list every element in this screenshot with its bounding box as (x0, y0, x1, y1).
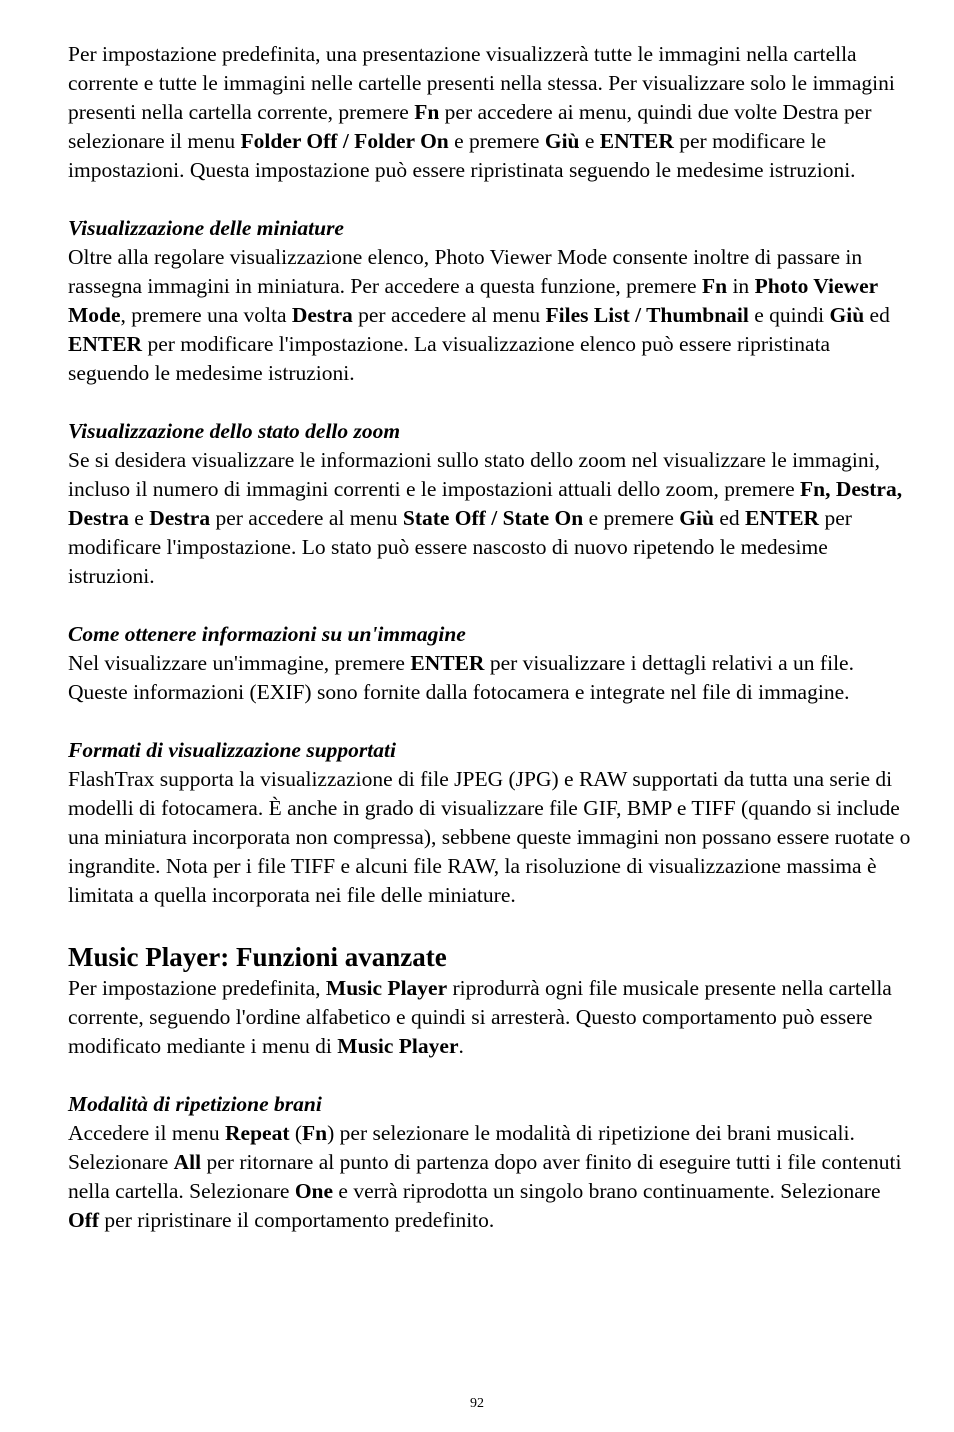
text-run: per ripristinare il comportamento predefinito. (99, 1208, 495, 1232)
bold-term: Giù (829, 303, 865, 327)
bold-term: Fn (701, 274, 728, 298)
bold-term: Fn (302, 1121, 328, 1145)
bold-term: ENTER (410, 651, 485, 675)
text-run: FlashTrax supporta la visualizzazione di file JPEG (JPG) e RAW supportati da tutta una serie di modelli di fotocamera. È anche in grado di visualizzare file GIF, BMP e TIFF (quando si include una miniatura incorporata non compressa), sebbene queste immagini non possano essere ruotate o ingrandite. Nota per i file TIFF e alcuni file RAW, la risoluzione di visualizzazione massima è limitata a quella incorporata nei file delle miniature. (68, 767, 911, 907)
bold-term: ENTER (599, 129, 674, 153)
bold-term: State Off / State On (402, 506, 584, 530)
bold-term: Music Player (325, 976, 448, 1000)
bold-term: All (173, 1150, 202, 1174)
bold-term: One (294, 1179, 334, 1203)
text-run: per modificare le impostazioni. Questa impostazione può essere ripristinata seguendo le medesime istruzioni. (68, 129, 856, 182)
text-run: e quindi (748, 303, 830, 327)
text-run: . (458, 1034, 464, 1058)
text-run: per accedere al menu (352, 303, 546, 327)
text-run: e verrà riprodotta un singolo brano continuamente. Selezionare (333, 1179, 881, 1203)
bold-term: Giù (544, 129, 580, 153)
subheading-zoom-state: Visualizzazione dello stato dello zoom (68, 419, 401, 443)
page-number: 92 (470, 1396, 484, 1411)
text-run: riprodurrà ogni file musicale presente nella cartella corrente, seguendo l'ordine alfabetico e quindi si arresterà. Questo comportamento può essere modificato mediante i menu di (68, 976, 892, 1058)
text-run: per accedere ai menu, quindi due volte Destra per selezionare il menu (68, 100, 872, 153)
repeat-mode-paragraph (68, 1119, 914, 1235)
bold-term: ENTER (745, 506, 820, 530)
text-run: Accedere il menu (68, 1121, 225, 1145)
bold-term: Giù (679, 506, 714, 530)
subheading-image-info: Come ottenere informazioni su un'immagine (68, 622, 466, 646)
text-run: per modificare l'impostazione. Lo stato può essere nascosto di nuovo ripetendo le medesime istruzioni. (68, 506, 852, 588)
text-run: ed (864, 303, 890, 327)
music-player-paragraph (68, 974, 914, 1061)
text-run: ed (713, 506, 745, 530)
image-info-paragraph (68, 649, 914, 707)
text-run: e (128, 506, 150, 530)
bold-term: ENTER (68, 332, 143, 356)
text-run: in (727, 274, 755, 298)
text-run: per modificare l'impostazione. La visualizzazione elenco può essere ripristinata seguendo le medesime istruzioni. (68, 332, 831, 385)
bold-term: Folder Off / Folder On (240, 129, 449, 153)
formats-paragraph (68, 765, 914, 910)
bold-term: Fn (414, 100, 440, 124)
text-run: Per impostazione predefinita, una presentazione visualizzerà tutte le immagini nella cartella corrente e tutte le immagini nelle cartelle presenti nella stessa. Per visualizzare solo le immagini presenti nella cartella corrente, premere (68, 42, 895, 124)
text-run: Per impostazione predefinita, (68, 976, 326, 1000)
text-run: , premere una volta (120, 303, 292, 327)
text-run: per ritornare al punto di partenza dopo aver finito di eseguire tutti i file contenuti nella cartella. Selezionare (68, 1150, 902, 1203)
text-run: per visualizzare i dettagli relativi a un file. Queste informazioni (EXIF) sono fornite dalla fotocamera e integrate nel file di immagine. (68, 651, 854, 704)
document-body (68, 40, 914, 1235)
intro-paragraph (68, 40, 914, 185)
bold-term: Music Player (337, 1034, 459, 1058)
text-run: ( (289, 1121, 303, 1145)
text-run: e premere (448, 129, 545, 153)
bold-term: Repeat (225, 1121, 290, 1145)
bold-term: Fn, Destra, Destra (68, 477, 903, 530)
bold-term: Files List / Thumbnail (545, 303, 749, 327)
text-run: e (579, 129, 600, 153)
text-run: per accedere al menu (210, 506, 403, 530)
text-run: ) per selezionare le modalità di ripetizione dei brani musicali. Selezionare (68, 1121, 855, 1174)
bold-term: Photo Viewer Mode (68, 274, 878, 327)
text-run: Se si desidera visualizzare le informazioni sullo stato dello zoom nel visualizzare le immagini, incluso il numero di immagini correnti e le impostazioni attuali dello zoom, premere (68, 448, 880, 501)
subheading-repeat-mode: Modalità di ripetizione brani (68, 1092, 322, 1116)
section-heading-music-player: Music Player: Funzioni avanzate (68, 942, 447, 972)
bold-term: Destra (291, 303, 353, 327)
subheading-thumbnails: Visualizzazione delle miniature (68, 216, 344, 240)
subheading-formats: Formati di visualizzazione supportati (68, 738, 396, 762)
text-run: Oltre alla regolare visualizzazione elenco, Photo Viewer Mode consente inoltre di passare in rassegna immagini in miniatura. Per accedere a questa funzione, premere (68, 245, 863, 298)
zoom-state-paragraph (68, 446, 914, 591)
bold-term: Destra (149, 506, 211, 530)
text-run: e premere (583, 506, 680, 530)
thumbnails-paragraph (68, 243, 914, 388)
text-run: Nel visualizzare un'immagine, premere (68, 651, 411, 675)
bold-term: Off (68, 1208, 100, 1232)
